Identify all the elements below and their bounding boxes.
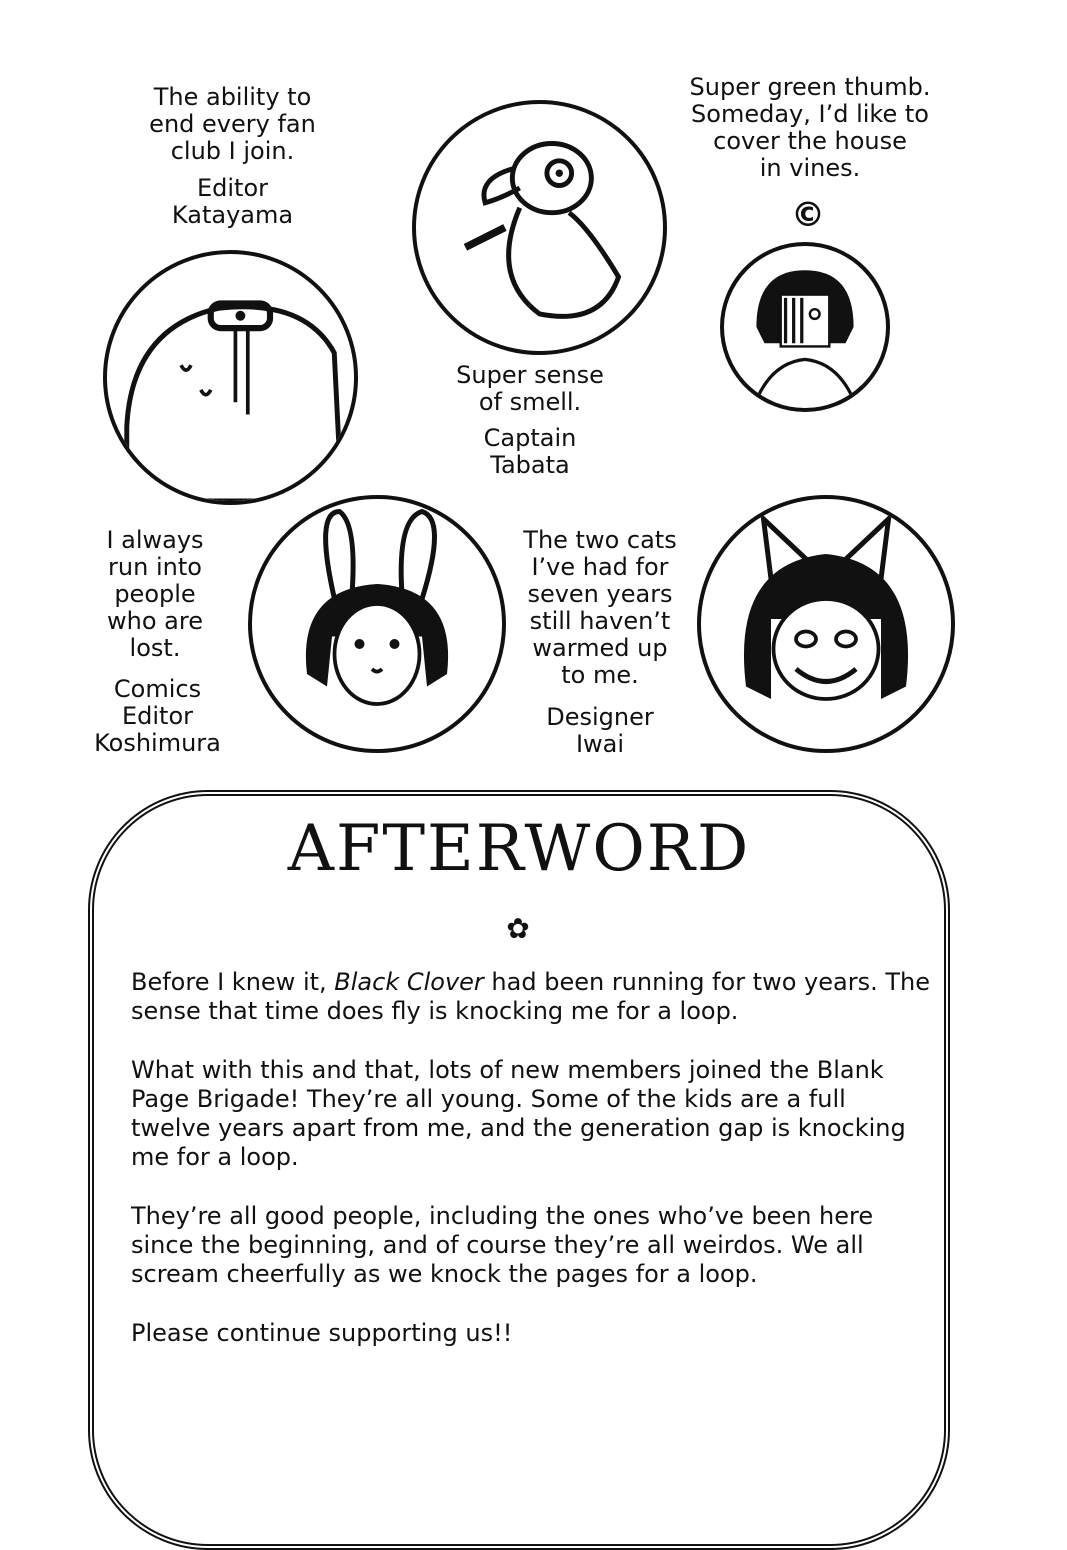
staff-comment-green-thumb: Super green thumb. Someday, I’d like to cover the house in vines. (689, 73, 931, 182)
afterword-paragraph-3: They’re all good people, including the ones who’ve been here since the beginning, and of course they’re all weirdos. We all scream cheerfully as we knock the pages for a loop. (131, 1202, 874, 1288)
cat-drawing (701, 499, 951, 749)
clover-icon: ✿ (506, 912, 530, 945)
staff-role-katayama: Editor Katayama (171, 174, 294, 229)
portrait-iwai (697, 495, 955, 753)
afterword-body (131, 968, 931, 1378)
staff-comment-katayama: The ability to end every fan club I join. (149, 83, 316, 165)
staff-comment-iwai: The two cats I’ve had for seven years still haven’t warmed up to me. (523, 526, 677, 689)
staff-role-tabata: Captain Tabata (483, 424, 577, 479)
afterword-p1-after: had been running for two years. The sense that time does fly is knocking me for a loop. (131, 968, 930, 1025)
portrait-green-thumb (720, 242, 890, 412)
afterword-title: AFTERWORD (287, 812, 751, 886)
rabbit-drawing (252, 499, 502, 749)
capybara-drawing (107, 254, 354, 501)
book-title: Black Clover (334, 968, 484, 996)
afterword-p1-before: Before I knew it, (131, 968, 335, 996)
afterword-paragraph-1 (131, 968, 931, 1026)
staff-role-koshimura: Comics Editor Koshimura (94, 675, 221, 757)
duck-drawing (416, 104, 663, 351)
portrait-katayama (103, 250, 358, 505)
staff-role-iwai: Designer Iwai (546, 703, 654, 758)
afterword-paragraph-2: What with this and that, lots of new members joined the Blank Page Brigade! They’re all young. Some of the kids are a full twelve years apart from me, and the generation gap is knocking me for a loop. (131, 1056, 906, 1171)
staff-comment-koshimura: I always run into people who are lost. (106, 526, 204, 662)
copyright-symbol: © (791, 195, 825, 235)
portrait-koshimura (248, 495, 506, 753)
portrait-tabata (412, 100, 667, 355)
afterword-paragraph-4: Please continue supporting us!! (131, 1319, 513, 1347)
staff-comment-tabata: Super sense of smell. (456, 361, 604, 416)
author-drawing (724, 246, 886, 408)
